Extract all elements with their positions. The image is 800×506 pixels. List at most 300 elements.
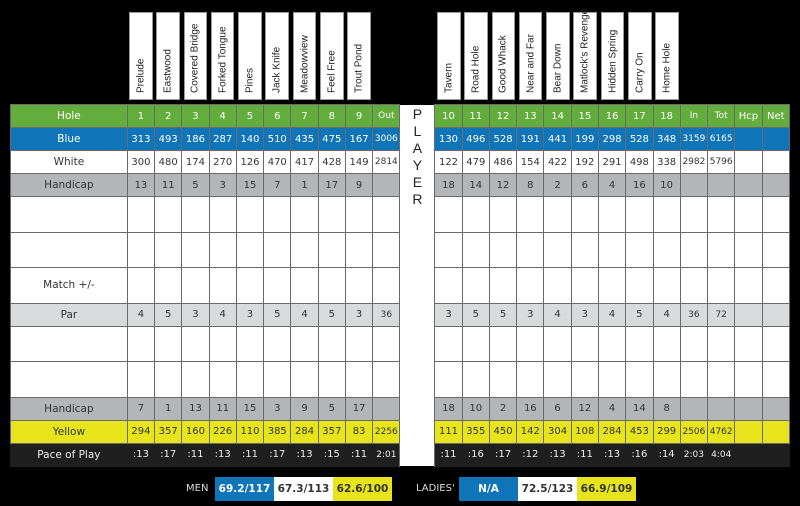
score-cell: :17 xyxy=(155,443,182,466)
hcp-cell[interactable] xyxy=(735,128,762,151)
score-cell: 226 xyxy=(209,420,236,443)
score-cell: 12 xyxy=(571,397,598,420)
score-cell[interactable] xyxy=(182,197,209,233)
score-cell: 2 xyxy=(489,397,516,420)
score-cell[interactable] xyxy=(435,232,462,268)
score-cell: 8 xyxy=(653,397,680,420)
score-cell[interactable] xyxy=(435,197,462,233)
score-cell: :13 xyxy=(544,443,571,466)
score-cell: 17 xyxy=(626,105,653,128)
in-cell xyxy=(680,397,707,420)
score-cell[interactable] xyxy=(236,268,263,304)
ladies-white-rating: 72.5/123 xyxy=(518,477,577,501)
score-cell[interactable] xyxy=(318,326,345,362)
score-cell[interactable] xyxy=(489,197,516,233)
score-cell: 417 xyxy=(291,151,318,174)
score-cell[interactable] xyxy=(264,232,291,268)
score-cell: :15 xyxy=(318,443,345,466)
score-cell[interactable] xyxy=(236,326,263,362)
hole-name-text: Near and Far xyxy=(525,34,537,93)
score-cell[interactable] xyxy=(182,268,209,304)
score-cell[interactable] xyxy=(318,232,345,268)
score-cell[interactable] xyxy=(517,362,544,398)
score-cell: 140 xyxy=(236,128,263,151)
score-cell[interactable] xyxy=(544,326,571,362)
hole-name-text: Pines xyxy=(244,67,256,93)
score-cell[interactable] xyxy=(462,232,489,268)
score-cell[interactable] xyxy=(155,362,182,398)
score-cell: :11 xyxy=(236,443,263,466)
score-cell[interactable] xyxy=(626,326,653,362)
score-cell: 4 xyxy=(598,174,625,197)
score-cell: 6 xyxy=(571,174,598,197)
score-cell: 357 xyxy=(318,420,345,443)
row-label: Blue xyxy=(11,128,128,151)
score-cell[interactable] xyxy=(462,268,489,304)
score-cell: 174 xyxy=(182,151,209,174)
out-cell[interactable] xyxy=(373,232,400,268)
score-cell: 3 xyxy=(345,303,372,326)
total-cell: Tot xyxy=(708,105,735,128)
score-cell: 486 xyxy=(489,151,516,174)
total-cell[interactable] xyxy=(708,268,735,304)
net-cell[interactable] xyxy=(762,151,789,174)
score-cell: 493 xyxy=(155,128,182,151)
score-cell[interactable] xyxy=(264,326,291,362)
hcp-cell[interactable] xyxy=(735,326,762,362)
hcp-cell[interactable] xyxy=(735,232,762,268)
score-cell: 83 xyxy=(345,420,372,443)
row-label xyxy=(11,362,128,398)
score-cell: 5 xyxy=(462,303,489,326)
net-cell: Net xyxy=(762,105,789,128)
hcp-cell[interactable] xyxy=(735,443,762,466)
score-cell[interactable] xyxy=(209,268,236,304)
score-cell: :11 xyxy=(182,443,209,466)
out-cell xyxy=(373,397,400,420)
score-cell: 9 xyxy=(345,105,372,128)
score-cell[interactable] xyxy=(127,197,154,233)
score-cell[interactable] xyxy=(571,197,598,233)
score-cell: 2 xyxy=(155,105,182,128)
score-cell: 160 xyxy=(182,420,209,443)
score-cell[interactable] xyxy=(345,326,372,362)
score-cell: 480 xyxy=(155,151,182,174)
score-cell[interactable] xyxy=(209,326,236,362)
score-cell: 1 xyxy=(291,174,318,197)
hole-name xyxy=(184,12,208,100)
hole-name-text: Prelude xyxy=(135,58,147,93)
score-cell[interactable] xyxy=(182,326,209,362)
score-cell: :11 xyxy=(435,443,462,466)
score-cell[interactable] xyxy=(345,232,372,268)
hole-name xyxy=(211,12,235,100)
score-cell[interactable] xyxy=(291,197,318,233)
score-cell: 385 xyxy=(264,420,291,443)
hole-name-text: Carry On xyxy=(634,52,646,93)
hole-name xyxy=(129,12,153,100)
ladies-blue-rating: N/A xyxy=(459,477,518,501)
score-cell[interactable] xyxy=(489,232,516,268)
in-cell: 2982 xyxy=(680,151,707,174)
score-cell[interactable] xyxy=(264,197,291,233)
total-cell: 5796 xyxy=(708,151,735,174)
player-letter: A xyxy=(412,139,423,156)
total-cell xyxy=(708,397,735,420)
row-label: Handicap xyxy=(11,397,128,420)
score-cell: 284 xyxy=(598,420,625,443)
score-cell[interactable] xyxy=(653,197,680,233)
score-cell: :17 xyxy=(489,443,516,466)
score-cell[interactable] xyxy=(209,362,236,398)
score-cell: 192 xyxy=(571,151,598,174)
score-cell: 8 xyxy=(517,174,544,197)
score-cell: 3 xyxy=(517,303,544,326)
score-cell: 3 xyxy=(236,303,263,326)
net-cell[interactable] xyxy=(762,362,789,398)
hole-name-text: Matlock's Revenge xyxy=(579,8,591,93)
out-cell[interactable] xyxy=(373,326,400,362)
score-cell: 7 xyxy=(264,174,291,197)
score-cell: 422 xyxy=(544,151,571,174)
score-cell[interactable] xyxy=(127,362,154,398)
score-cell[interactable] xyxy=(435,362,462,398)
score-cell[interactable] xyxy=(291,326,318,362)
score-cell: 7 xyxy=(291,105,318,128)
in-cell[interactable] xyxy=(680,232,707,268)
score-cell[interactable] xyxy=(127,326,154,362)
score-cell[interactable] xyxy=(345,362,372,398)
score-cell: 435 xyxy=(291,128,318,151)
score-cell[interactable] xyxy=(209,197,236,233)
score-cell[interactable] xyxy=(626,197,653,233)
row-label: Yellow xyxy=(11,420,128,443)
score-cell: 6 xyxy=(264,105,291,128)
score-cell: 5 xyxy=(489,303,516,326)
player-column xyxy=(400,105,435,467)
score-cell[interactable] xyxy=(264,362,291,398)
net-cell[interactable] xyxy=(762,420,789,443)
score-cell: 4 xyxy=(127,303,154,326)
score-cell[interactable] xyxy=(345,268,372,304)
hcp-cell[interactable] xyxy=(735,420,762,443)
score-cell: 1 xyxy=(155,397,182,420)
hcp-cell[interactable] xyxy=(735,197,762,233)
hole-name xyxy=(573,8,597,100)
score-cell: 9 xyxy=(345,174,372,197)
score-cell: 355 xyxy=(462,420,489,443)
front-nine-hole-names xyxy=(129,12,375,100)
out-cell[interactable] xyxy=(373,362,400,398)
score-cell: 8 xyxy=(318,105,345,128)
score-cell[interactable] xyxy=(598,197,625,233)
score-cell[interactable] xyxy=(318,362,345,398)
score-cell: 5 xyxy=(318,303,345,326)
score-cell: 450 xyxy=(489,420,516,443)
score-cell: 5 xyxy=(264,303,291,326)
score-cell[interactable] xyxy=(517,197,544,233)
score-cell: 10 xyxy=(435,105,462,128)
score-cell: 108 xyxy=(571,420,598,443)
net-cell[interactable] xyxy=(762,303,789,326)
score-cell[interactable] xyxy=(544,268,571,304)
out-cell[interactable] xyxy=(373,268,400,304)
hole-name xyxy=(601,12,625,100)
player-letter: Y xyxy=(412,156,423,173)
score-cell: 9 xyxy=(291,397,318,420)
score-cell: 528 xyxy=(489,128,516,151)
hole-name-text: Forked Tongue xyxy=(217,26,229,93)
score-cell[interactable] xyxy=(653,362,680,398)
score-cell[interactable] xyxy=(653,268,680,304)
score-cell: 6 xyxy=(544,397,571,420)
net-cell[interactable] xyxy=(762,326,789,362)
score-cell[interactable] xyxy=(462,326,489,362)
hcp-cell[interactable] xyxy=(735,397,762,420)
net-cell[interactable] xyxy=(762,268,789,304)
score-cell: 470 xyxy=(264,151,291,174)
score-cell[interactable] xyxy=(571,326,598,362)
score-cell: 5 xyxy=(155,303,182,326)
score-cell[interactable] xyxy=(435,268,462,304)
hole-name xyxy=(293,12,317,100)
hole-name xyxy=(546,12,570,100)
score-cell: 16 xyxy=(626,174,653,197)
row-label: Handicap xyxy=(11,174,128,197)
score-cell[interactable] xyxy=(155,197,182,233)
score-cell: :13 xyxy=(127,443,154,466)
score-cell[interactable] xyxy=(236,232,263,268)
score-cell[interactable] xyxy=(489,268,516,304)
score-cell: 2 xyxy=(544,174,571,197)
total-cell xyxy=(708,174,735,197)
score-cell[interactable] xyxy=(209,232,236,268)
score-cell: :13 xyxy=(598,443,625,466)
score-cell[interactable] xyxy=(489,326,516,362)
total-cell[interactable] xyxy=(708,326,735,362)
score-cell: 3 xyxy=(182,105,209,128)
score-cell[interactable] xyxy=(571,362,598,398)
net-cell[interactable] xyxy=(762,232,789,268)
hcp-cell: Hcp xyxy=(735,105,762,128)
score-cell[interactable] xyxy=(544,232,571,268)
score-cell[interactable] xyxy=(598,232,625,268)
scorecard xyxy=(10,104,790,467)
out-cell: 2814 xyxy=(373,151,400,174)
score-cell: 15 xyxy=(571,105,598,128)
total-cell[interactable] xyxy=(708,197,735,233)
score-cell: 298 xyxy=(598,128,625,151)
row-label xyxy=(11,197,128,233)
score-cell: 14 xyxy=(626,397,653,420)
score-cell: 10 xyxy=(653,174,680,197)
back-nine-hole-names xyxy=(437,8,683,100)
hcp-cell[interactable] xyxy=(735,303,762,326)
score-cell: 13 xyxy=(127,174,154,197)
score-cell: 5 xyxy=(318,397,345,420)
ladies-yellow-rating: 66.9/109 xyxy=(577,477,636,501)
hcp-cell[interactable] xyxy=(735,151,762,174)
hole-name-text: Feel Free xyxy=(326,50,338,93)
hole-name xyxy=(655,12,679,100)
score-cell[interactable] xyxy=(517,326,544,362)
player-letter: E xyxy=(412,173,423,190)
score-cell[interactable] xyxy=(544,362,571,398)
out-cell xyxy=(373,174,400,197)
score-cell: 142 xyxy=(517,420,544,443)
score-cell: 294 xyxy=(127,420,154,443)
score-cell[interactable] xyxy=(598,326,625,362)
score-cell: 4 xyxy=(209,105,236,128)
hole-name xyxy=(628,12,652,100)
score-cell[interactable] xyxy=(435,326,462,362)
hole-name-text: Trout Pond xyxy=(353,43,365,93)
in-cell: 2506 xyxy=(680,420,707,443)
score-cell[interactable] xyxy=(291,362,318,398)
hole-name xyxy=(492,12,516,100)
score-cell: 300 xyxy=(127,151,154,174)
in-cell[interactable] xyxy=(680,268,707,304)
row-label: White xyxy=(11,151,128,174)
score-cell[interactable] xyxy=(318,268,345,304)
in-cell[interactable] xyxy=(680,197,707,233)
player-letter: P xyxy=(412,105,423,122)
hole-name-text: Hidden Spring xyxy=(607,29,619,93)
out-cell: Out xyxy=(373,105,400,128)
score-cell: 18 xyxy=(653,105,680,128)
score-cell[interactable] xyxy=(598,268,625,304)
in-cell[interactable] xyxy=(680,326,707,362)
hole-name-text: Bear Down xyxy=(552,43,564,93)
men-label: MEN xyxy=(186,483,209,494)
score-cell: 453 xyxy=(626,420,653,443)
score-cell: 7 xyxy=(127,397,154,420)
row-hole xyxy=(11,105,790,128)
score-cell: 12 xyxy=(489,174,516,197)
net-cell[interactable] xyxy=(762,174,789,197)
score-cell[interactable] xyxy=(291,268,318,304)
score-cell[interactable] xyxy=(653,326,680,362)
score-cell: 5 xyxy=(182,174,209,197)
score-cell: 111 xyxy=(435,420,462,443)
player-letter: R xyxy=(412,190,423,207)
score-cell: 130 xyxy=(435,128,462,151)
net-cell[interactable] xyxy=(762,128,789,151)
score-cell: 16 xyxy=(517,397,544,420)
score-cell: 4 xyxy=(653,303,680,326)
score-cell[interactable] xyxy=(571,232,598,268)
score-cell: :16 xyxy=(626,443,653,466)
ladies-label: LADIES' xyxy=(416,483,455,494)
score-cell[interactable] xyxy=(626,268,653,304)
score-cell: :12 xyxy=(517,443,544,466)
score-cell[interactable] xyxy=(291,232,318,268)
in-cell[interactable] xyxy=(680,362,707,398)
score-cell: :11 xyxy=(571,443,598,466)
score-cell[interactable] xyxy=(571,268,598,304)
score-cell[interactable] xyxy=(598,362,625,398)
score-cell[interactable] xyxy=(345,197,372,233)
score-cell[interactable] xyxy=(182,232,209,268)
score-cell: 348 xyxy=(653,128,680,151)
score-cell[interactable] xyxy=(462,362,489,398)
score-cell: 15 xyxy=(236,397,263,420)
score-cell[interactable] xyxy=(127,232,154,268)
score-cell[interactable] xyxy=(517,268,544,304)
score-cell: 12 xyxy=(489,105,516,128)
score-cell[interactable] xyxy=(155,268,182,304)
score-cell[interactable] xyxy=(236,197,263,233)
score-cell: 304 xyxy=(544,420,571,443)
score-cell[interactable] xyxy=(626,232,653,268)
score-cell: :13 xyxy=(209,443,236,466)
in-cell: In xyxy=(680,105,707,128)
score-cell: 13 xyxy=(182,397,209,420)
in-cell xyxy=(680,174,707,197)
score-cell[interactable] xyxy=(236,362,263,398)
score-cell: 17 xyxy=(318,174,345,197)
score-cell: 11 xyxy=(209,397,236,420)
hole-name-text: Road Hole xyxy=(470,45,482,93)
score-cell[interactable] xyxy=(489,362,516,398)
course-ratings xyxy=(0,477,800,501)
in-cell: 3159 xyxy=(680,128,707,151)
score-cell[interactable] xyxy=(264,268,291,304)
hole-name-text: Home Hole xyxy=(661,42,673,93)
out-cell[interactable] xyxy=(373,197,400,233)
score-cell: 122 xyxy=(435,151,462,174)
out-cell: 2256 xyxy=(373,420,400,443)
net-cell[interactable] xyxy=(762,443,789,466)
score-cell: :11 xyxy=(345,443,372,466)
score-cell: 4 xyxy=(209,303,236,326)
score-cell: 18 xyxy=(435,397,462,420)
score-cell[interactable] xyxy=(318,197,345,233)
score-cell[interactable] xyxy=(517,232,544,268)
score-cell: 4 xyxy=(291,303,318,326)
score-cell: 498 xyxy=(626,151,653,174)
score-cell: 4 xyxy=(598,397,625,420)
score-cell[interactable] xyxy=(182,362,209,398)
hole-name xyxy=(320,12,344,100)
in-cell: 36 xyxy=(680,303,707,326)
net-cell[interactable] xyxy=(762,397,789,420)
score-cell[interactable] xyxy=(626,362,653,398)
score-cell: :16 xyxy=(462,443,489,466)
score-cell: 191 xyxy=(517,128,544,151)
score-cell[interactable] xyxy=(544,197,571,233)
score-cell[interactable] xyxy=(462,197,489,233)
score-cell: 479 xyxy=(462,151,489,174)
score-cell: 110 xyxy=(236,420,263,443)
hole-name xyxy=(265,12,289,100)
score-cell[interactable] xyxy=(155,326,182,362)
hcp-cell[interactable] xyxy=(735,174,762,197)
score-cell[interactable] xyxy=(653,232,680,268)
total-cell[interactable] xyxy=(708,362,735,398)
row-label: Par xyxy=(11,303,128,326)
total-cell[interactable] xyxy=(708,232,735,268)
total-cell: 4:04 xyxy=(708,443,735,466)
score-cell[interactable] xyxy=(155,232,182,268)
hcp-cell[interactable] xyxy=(735,362,762,398)
score-cell: 154 xyxy=(517,151,544,174)
score-cell: 3 xyxy=(182,303,209,326)
score-cell[interactable] xyxy=(127,268,154,304)
score-cell: :14 xyxy=(653,443,680,466)
net-cell[interactable] xyxy=(762,197,789,233)
hcp-cell[interactable] xyxy=(735,268,762,304)
